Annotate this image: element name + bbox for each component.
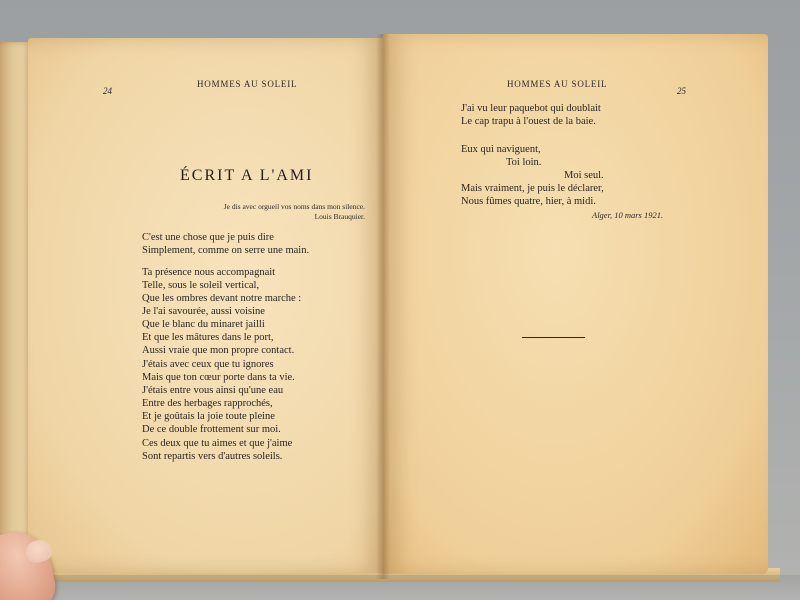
right-running-head: HOMMES AU SOLEIL <box>507 79 608 89</box>
epigraph <box>210 202 365 222</box>
verse-line: J'ai vu leur paquebot qui doublait <box>461 103 601 114</box>
end-rule <box>522 337 585 338</box>
verse-line: De ce double frottement sur moi. <box>142 424 281 435</box>
book-gutter <box>376 34 390 579</box>
verse-line: Telle, sous le soleil vertical, <box>142 280 260 291</box>
verse-line: Mais vraiment, je puis le déclarer, <box>461 183 604 194</box>
verse-line: Eux qui naviguent, <box>461 144 541 155</box>
left-stanza-4 <box>142 437 292 463</box>
verse-line: C'est une chose que je puis dire <box>142 232 274 243</box>
epigraph-author: Louis Brauquier. <box>314 212 365 221</box>
verse-line: Mais que ton cœur porte dans ta vie. <box>142 372 295 383</box>
right-stanza-1 <box>461 102 601 128</box>
verse-line: Toi loin. <box>506 157 542 168</box>
verse-line: Nous fûmes quatre, hier, à midi. <box>461 196 596 207</box>
table-shadow <box>0 575 800 600</box>
verse-line: Et je goûtais la joie toute pleine <box>142 411 275 422</box>
left-stanza-1 <box>142 231 309 257</box>
place-date-signoff: Alger, 10 mars 1921. <box>592 210 664 220</box>
verse-line: Ta présence nous accompagnait <box>142 267 276 278</box>
verse-line: Simplement, comme on serre une main. <box>142 245 310 256</box>
left-stanza-3 <box>142 358 295 436</box>
verse-line: Le cap trapu à l'ouest de la baie. <box>461 116 596 127</box>
right-stanza-2 <box>461 143 604 208</box>
verse-line: Sont repartis vers d'autres soleils. <box>142 451 283 462</box>
verse-line: Moi seul. <box>564 170 604 181</box>
left-running-head: HOMMES AU SOLEIL <box>197 79 298 89</box>
verse-line: Je l'ai savourée, aussi voisine <box>142 306 265 317</box>
verse-line: Que les ombres devant notre marche : <box>142 293 302 304</box>
verse-line: J'étais entre vous ainsi qu'une eau <box>142 385 284 396</box>
verse-line: J'étais avec ceux que tu ignores <box>142 359 274 370</box>
verse-line: Et que les mâtures dans le port, <box>142 332 274 343</box>
left-stanza-2 <box>142 266 301 357</box>
right-page-number: 25 <box>677 86 686 96</box>
poem-title: ÉCRIT A L'AMI <box>180 167 314 184</box>
verse-line: Que le blanc du minaret jailli <box>142 319 265 330</box>
epigraph-text: Je dis avec orgueil vos noms dans mon silence. <box>223 202 365 211</box>
left-page-number: 24 <box>103 86 112 96</box>
verse-line: Entre des herbages rapprochés, <box>142 398 273 409</box>
book-page-edges-left <box>0 42 30 582</box>
verse-line: Ces deux que tu aimes et que j'aime <box>142 438 293 449</box>
verse-line: Aussi vraie que mon propre contact. <box>142 345 295 356</box>
